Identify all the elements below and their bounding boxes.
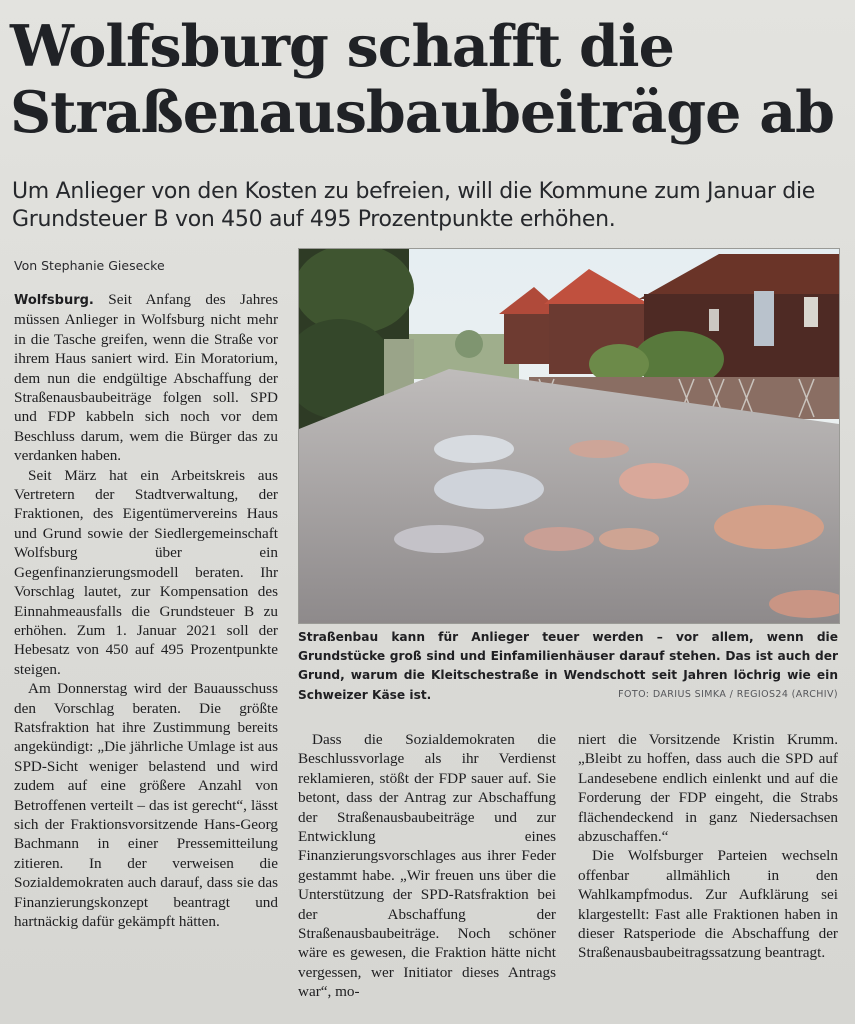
paragraph: Dass die Sozialdemokraten die Beschlussvorlage als ihr Verdienst reklamieren, stößt der FDP sauer auf. Sie betont, dass der Antrag zur Abschaffung der Straßenausbaubeiträge und zur Entwicklung eines Finanzierungsvorschlages aus ihrer Feder gestammt habe. „Wir freuen uns über die Unterstützung der SPD-Ratsfraktion bei der Abschaffung der Straßenausbaubeiträge. Noch schöner wäre es gewesen, die Fraktion hätte nicht vergessen, wer Initiator dieses Antrags war“, mo- — [298, 731, 556, 1001]
paragraph — [14, 290, 278, 466]
paragraph-text: Seit Anfang des Jahres müssen Anlieger in Wolfsburg nicht mehr in die Tasche greifen, wenn die Straße vor ihrem Haus saniert wird. Ein Moratorium, dem nun die endgültige Abschaffung der Straßenausbaubeiträge folgen soll. SPD und FDP kabbeln sich noch vor dem Beschluss darum, wem die Bürger das zu verdanken haben. — [14, 291, 278, 465]
street-photo-illustration — [299, 249, 839, 623]
paragraph: Die Wolfsburger Parteien wechseln offenbar allmählich in den Wahlkampfmodus. Zur Aufklärung sei klargestellt: Fast alle Fraktionen haben in dieser Ratsperiode die Abschaffung der Straßenausbaubeitragssatzung beantragt. — [578, 847, 838, 962]
headline — [10, 14, 850, 146]
article-photo — [298, 248, 840, 624]
photo-credit: FOTO: DARIUS SIMKA / REGIOS24 (ARCHIV) — [618, 689, 838, 700]
paragraph: niert die Vorsitzende Kristin Krumm. „Bleibt zu hoffen, dass auch die SPD auf Landesebene endlich einlenkt und auf die Forderung der FDP eingeht, die Strabs flächendeckend in ganz Niedersachsen abzuschaffen.“ — [578, 731, 838, 846]
subheadline: Um Anlieger von den Kosten zu befreien, will die Kommune zum Januar die Grundsteuer B von 450 auf 495 Prozentpunkte erhöhen. — [12, 179, 816, 232]
article-column-3 — [578, 730, 838, 963]
dateline: Wolfsburg. — [14, 293, 94, 308]
article-column-1 — [14, 290, 278, 931]
byline: Von Stephanie Giesecke — [14, 258, 165, 273]
headline-line-1: Wolfsburg schafft die — [10, 13, 674, 80]
paragraph: Am Donnerstag wird der Bauausschuss den Vorschlag beraten. Die größte Ratsfraktion hat ihre Zustimmung bereits angekündigt: „Die jährliche Umlage ist aus SPD-Sicht weniger belastend und wird zudem auf eine größere Anzahl von Betroffenen verteilt – das ist gerecht“, lässt sich der Fraktionsvorsitzende Hans-Georg Bachmann in einer Pressemitteilung zitieren. In der verweisen die Sozialdemokraten auch darauf, dass sie das Finanzierungskonzept beantragt und hartnäckig dafür gekämpft hätten. — [14, 680, 278, 930]
article-column-2 — [298, 730, 556, 1002]
photo-caption: Straßenbau kann für Anlieger teuer werden – vor allem, wenn die Grundstücke groß sind und Einfamilienhäuser darauf stehen. Das ist auch der Grund, warum die Kleitschestraße in Wendschott seit Jahren löchrig wie ein Schweizer Käse ist. — [298, 630, 838, 702]
headline-line-2: Straßenausbaubeiträge ab — [10, 79, 834, 146]
paragraph: Seit März hat ein Arbeitskreis aus Vertretern der Stadtverwaltung, der Fraktionen, des Eigentümervereins Haus und Grund sowie der Siedlergemeinschaft Wolfsburg über ein Gegenfinanzierungsmodell beraten. Ihr Vorschlag lautet, zur Kompensation des Einnahmeausfalls die Grundsteuer B zu erhöhen. Zum 1. Januar 2021 soll der Hebesatz von 450 auf 495 Prozentpunkte steigen. — [14, 466, 278, 678]
